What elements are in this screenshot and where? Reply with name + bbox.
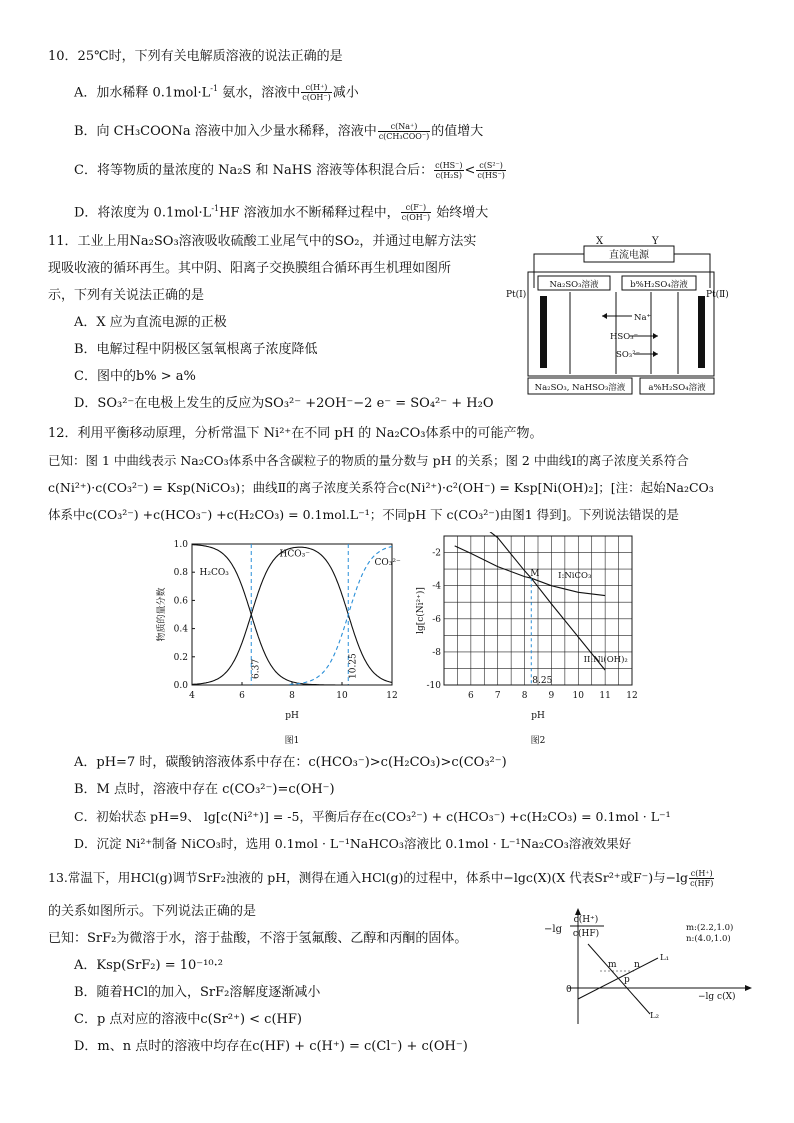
fig1-frame xyxy=(192,544,392,685)
q13-line-L2 xyxy=(588,944,650,1014)
fig1-xtick-label: 10 xyxy=(336,691,348,701)
q10-stem: 10．25℃时，下列有关电解质溶液的说法正确的是 xyxy=(48,49,343,64)
q13-ylabel-prefix: −lg xyxy=(544,924,562,935)
fig1-ytick-label: 0.8 xyxy=(173,568,188,579)
q12-line-1: 12．利用平衡移动原理，分析常温下 Ni²⁺在不同 pH 的 Na₂CO₃体系中的可能产物。 xyxy=(48,426,543,441)
q13-y-den: c(HF) xyxy=(572,929,600,939)
fig2-xtick-label: 11 xyxy=(599,691,611,701)
fig1-xtick-label: 6 xyxy=(239,691,245,701)
fig1-ytick-label: 0.0 xyxy=(173,681,188,691)
fig1-ytick-label: 0.6 xyxy=(173,596,188,607)
electrode-left xyxy=(540,296,547,368)
fraction: $\frac{c(F^-)}{c(OH^-)}$ xyxy=(401,203,431,223)
q13-line-1: 13.常温下，用HCl(g)调节SrF₂浊液的 pH，测得在通入HCl(g)的过程中，体系中−lgc(X)(X 代表Sr²⁺或F⁻)与−lg $\frac{c(H^+)}{c(HF)}$ xyxy=(48,869,714,888)
fig2-xlabel: pH xyxy=(531,711,545,721)
fig2-series-label: I:NiCO₃ xyxy=(558,571,592,582)
q10-option-c: C．将等物质的量浓度的 Na₂S 和 NaHS 溶液等体积混合后： $\frac{c(HS^-)}{\text{c(H₂S)}}$ < $\frac{\text{c(S²⁻)}}{c(HS^-)}$ xyxy=(74,161,505,180)
q13-option-a: A．Ksp(SrF₂) = 10⁻¹⁰·² xyxy=(74,958,223,973)
q13-line-3: 已知：SrF₂为微溶于水，溶于盐酸，不溶于氢氟酸、乙醇和丙酮的固体。 xyxy=(48,931,468,946)
na-label: Na⁺ xyxy=(634,313,651,323)
fig2-series-label: II:Ni(OH)₂ xyxy=(583,654,628,665)
q13-option-d: D．m、n 点时的溶液中均存在c(HF) + c(H⁺) = c(Cl⁻) + c(OH⁻) xyxy=(74,1039,468,1054)
y-label: Y xyxy=(652,236,659,247)
fig2-xtick-label: 8 xyxy=(521,691,528,701)
q12-line-3: c(Ni²⁺)·c(CO₃²⁻) = Ksp(NiCO₃)；曲线Ⅱ的离子浓度关系符合c(Ni²⁺)·c²(OH⁻) = Ksp[Ni(OH)₂]；[注：起始Na₂CO₃ xyxy=(48,480,714,495)
so3-label: SO₃²⁻ xyxy=(616,350,641,360)
fig2-xtick-label: 6 xyxy=(467,691,474,701)
fraction: $\frac{c(HS^-)}{\text{c(H₂S)}}$ xyxy=(435,161,463,180)
left-bottom-label: Na₂SO₃, NaHSO₃溶液 xyxy=(534,383,626,393)
q13-graph xyxy=(538,904,760,1028)
pt1-label: Pt(Ⅰ) xyxy=(506,290,527,300)
q12-option-c: C．初始状态 pH=9、 lg[c(Ni²⁺)] = -5，平衡后存在c(CO₃²⁻) + c(HCO₃⁻) +c(H₂CO₃) = 0.1mol · L⁻¹ xyxy=(74,809,671,824)
q13-L2-label: L₂ xyxy=(650,1011,660,1021)
fig1-series-line xyxy=(192,545,392,685)
fig1-series-label: H₂CO₃ xyxy=(199,568,229,579)
q11-line-3: 示，下列有关说法正确的是 xyxy=(48,288,205,303)
fig1-xtick-label: 4 xyxy=(189,691,195,701)
fraction: $\frac{c(Na^+)}{\text{c(CH₃COO⁻)}}$ xyxy=(378,122,430,141)
q13-point-m: m xyxy=(608,960,617,970)
fig2-ytick-label: -8 xyxy=(432,647,441,658)
fraction: $\frac{c(H^+)}{c(HF)}$ xyxy=(690,869,714,888)
q11-option-c: C．图中的b% > a% xyxy=(74,369,196,384)
fig2-ytick-label: -4 xyxy=(432,581,441,592)
q11-line-1: 11．工业上用Na₂SO₃溶液吸收硫酸工业尾气中的SO₂，并通过电解方法实 xyxy=(48,234,477,249)
q13-option-b: B．随着HCl的加入，SrF₂溶解度逐渐减小 xyxy=(74,985,321,1000)
q10-option-d: D．将浓度为 $0.1mol\cdot L^{-1}HF$ 溶液加水不断稀释过程中， $\frac{c(F^-)}{c(OH^-)}$ 始终增大 xyxy=(74,203,489,223)
q11-option-d: D．SO₃²⁻在电极上发生的反应为SO₃²⁻ +2OH⁻−2 e⁻ = SO₄²⁻ + H₂O xyxy=(74,396,494,411)
q12-option-b: B．M 点时，溶液中存在 c(CO₃²⁻)=c(OH⁻) xyxy=(74,782,335,797)
chart-figure-1 xyxy=(150,532,415,748)
fig2-ylabel: lg[c(Ni²⁺)] xyxy=(416,587,426,634)
left-top-label: Na₂SO₃溶液 xyxy=(549,280,599,290)
fig1-series-label: CO₃²⁻ xyxy=(374,558,401,569)
q12-option-a: A．pH=7 时，碳酸钠溶液体系中存在：c(HCO₃⁻)>c(H₂CO₃)>c(CO₃²⁻) xyxy=(74,755,507,770)
q10-option-b: B．向 CH₃COONa 溶液中加入少量水稀释，溶液中 $\frac{c(Na^+)}{\text{c(CH₃COO⁻)}}$ 的值增大 xyxy=(74,122,484,141)
fig2-xtick-label: 7 xyxy=(494,691,501,701)
fraction: $\frac{c(H^+)}{c(OH^-)}$ xyxy=(302,83,331,103)
q11-line-2: 现吸收液的循环再生。其中阴、阳离子交换膜组合循环再生机理如图所 xyxy=(48,261,452,276)
right-top-label: b%H₂SO₄溶液 xyxy=(630,280,688,290)
hso3-label: HSO₃⁻ xyxy=(610,332,639,342)
fig2-xtick-label: 10 xyxy=(572,691,585,701)
q13-point-n: n xyxy=(634,960,640,970)
fig1-ytick-label: 0.4 xyxy=(173,624,188,635)
q13-line-2: 的关系如图所示。下列说法正确的是 xyxy=(48,904,257,919)
fig2-ytick-label: -2 xyxy=(432,548,441,559)
q13-option-c: C．p 点对应的溶液中c(Sr²⁺) < c(HF) xyxy=(74,1012,302,1027)
q13-xlabel: −lg c(X) xyxy=(698,992,736,1002)
fig2-ref-label: 8.25 xyxy=(532,676,553,686)
q10-option-a: A．加水稀释 $0.1mol\cdot L^{-1}$ 氨水，溶液中 $\frac{c(H^+)}{c(OH^-)}$ 减小 xyxy=(74,83,359,103)
power-label: 直流电源 xyxy=(609,250,649,261)
fig1-series-label: HCO₃⁻ xyxy=(279,549,310,560)
fig1-ytick-label: 1.0 xyxy=(173,540,188,550)
electrolysis-diagram xyxy=(506,236,746,398)
pt2-label: Pt(Ⅱ) xyxy=(706,290,729,300)
q13-point-p: p xyxy=(624,975,630,985)
q11-option-a: A．X 应为直流电源的正极 xyxy=(74,315,227,330)
electrode-right xyxy=(698,296,705,368)
x-label: X xyxy=(596,236,604,247)
q11-option-b: B．电解过程中阴极区氢氧根离子浓度降低 xyxy=(74,342,318,357)
q12-line-2: 已知：图 1 中曲线表示 Na₂CO₃体系中各含碳粒子的物质的量分数与 pH 的关系；图 2 中曲线Ⅰ的离子浓度关系符合 xyxy=(48,453,689,468)
fig1-ref-label: 10.25 xyxy=(348,653,359,679)
fig1-title: 图1 xyxy=(284,736,300,746)
q12-line-4: 体系中c(CO₃²⁻) +c(HCO₃⁻) +c(H₂CO₃) = 0.1mol.L⁻¹；不同pH 下 c(CO₃²⁻)由图1 得到]。下列说法错误的是 xyxy=(48,507,680,522)
q13-L1-label: L₁ xyxy=(660,953,670,963)
fraction: $\frac{\text{c(S²⁻)}}{c(HS^-)}$ xyxy=(477,161,505,180)
q13-n-coord: n:(4.0,1.0) xyxy=(686,934,731,944)
q13-m-coord: m:(2.2,1.0) xyxy=(686,923,734,933)
fig1-xlabel: pH xyxy=(285,711,299,721)
q13-y-num: c(H⁺) xyxy=(573,915,599,925)
fig1-ylabel: 物质的量分数 xyxy=(157,587,167,642)
fig1-ytick-label: 0.2 xyxy=(173,652,188,663)
fig2-ytick-label: -10 xyxy=(426,681,441,691)
fig1-ref-label: 6.37 xyxy=(251,658,262,679)
fig2-point-m: M xyxy=(530,569,540,580)
fig2-xtick-label: 12 xyxy=(626,691,638,701)
q12-option-d: D．沉淀 Ni²⁺制备 NiCO₃时，选用 0.1mol · L⁻¹NaHCO₃溶液比 0.1mol · L⁻¹Na₂CO₃溶液效果好 xyxy=(74,836,632,851)
fig2-ytick-label: -6 xyxy=(432,614,441,625)
chart-figure-2 xyxy=(414,532,639,748)
fig2-title: 图2 xyxy=(530,736,546,746)
fig2-xtick-label: 9 xyxy=(548,691,555,701)
fig1-xtick-label: 8 xyxy=(289,691,295,701)
fig1-xtick-label: 12 xyxy=(386,691,398,701)
q13-origin: 0 xyxy=(566,985,572,995)
right-bottom-label: a%H₂SO₄溶液 xyxy=(648,383,706,393)
